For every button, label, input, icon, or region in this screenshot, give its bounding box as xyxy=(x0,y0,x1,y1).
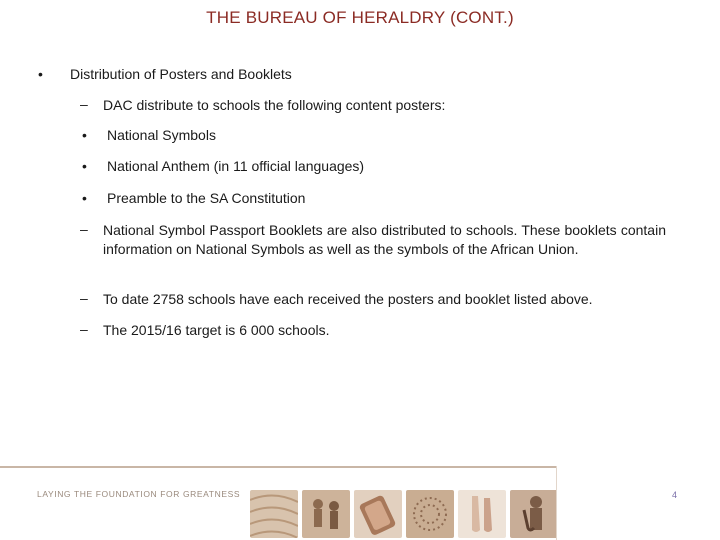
bullet-icon: • xyxy=(82,127,87,143)
ballet-shoes-photo xyxy=(458,490,506,538)
list-item-text: National Anthem (in 11 official languages) xyxy=(107,158,365,174)
dash-icon: – xyxy=(80,96,88,112)
list-item-text: Distribution of Posters and Booklets xyxy=(70,66,292,82)
dancers-photo xyxy=(302,490,350,538)
list-item-text: National Symbol Passport Booklets are also distributed to schools. These booklets contain information on National Symbols as well as the symbols of the African Union. xyxy=(103,222,666,257)
bullet-icon: • xyxy=(82,158,87,174)
bullet-icon: • xyxy=(38,66,43,82)
list-item-text: The 2015/16 target is 6 000 schools. xyxy=(103,322,330,338)
page-number: 4 xyxy=(672,490,678,500)
list-item-text: National Symbols xyxy=(107,127,216,143)
bullet-icon: • xyxy=(82,190,87,206)
bangle-photo xyxy=(354,490,402,538)
basket-weave-photo xyxy=(250,490,298,538)
list-item-text: To date 2758 schools have each received the posters and booklet listed above. xyxy=(103,291,593,307)
list-item-text: DAC distribute to schools the following content posters: xyxy=(103,97,446,113)
saxophone-player-photo xyxy=(510,490,558,538)
dash-icon: – xyxy=(80,221,88,237)
list-item-text: Preamble to the SA Constitution xyxy=(107,190,306,206)
page-title: THE BUREAU OF HERALDRY (CONT.) xyxy=(206,8,514,27)
dash-icon: – xyxy=(80,290,88,306)
dash-icon: – xyxy=(80,321,88,337)
beadwork-photo xyxy=(406,490,454,538)
footer-tagline: LAYING THE FOUNDATION FOR GREATNESS xyxy=(37,489,241,499)
footer-panel xyxy=(556,466,720,540)
